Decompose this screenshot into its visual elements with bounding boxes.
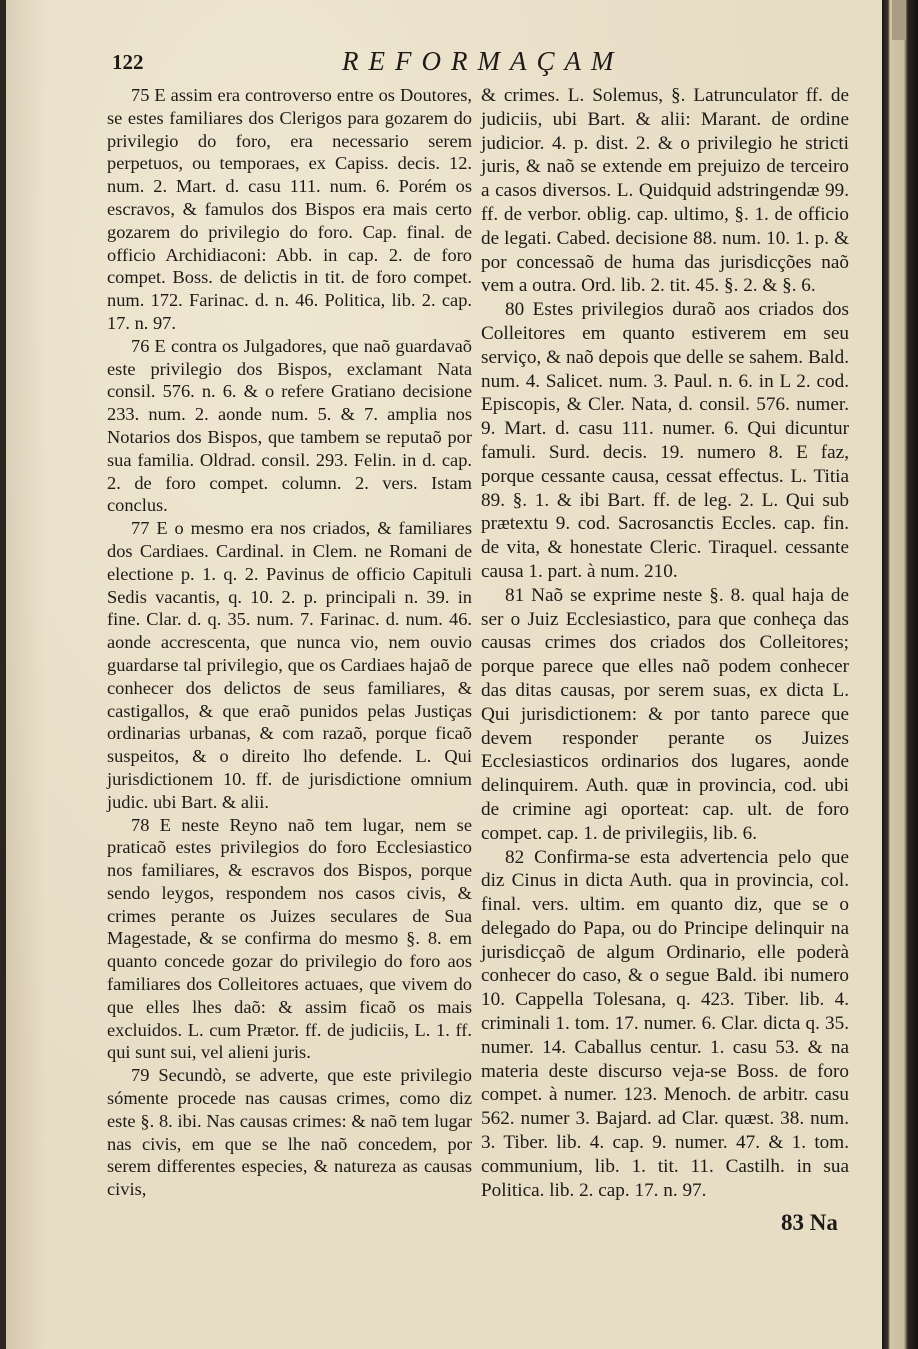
left-text-column: [107, 84, 472, 1201]
paragraph-82: 82 Confirma-se esta advertencia pelo que diz Cinus in dicta Auth. qua in provincia, col. final. vers. ultim. em quanto diz, que se o delegado do Papa, ou do Principe delinquir na jurisdicçaõ de algum Ordinario, elle poderà conhecer do caso, & o segue Bald. ibi numero 10. Cappella Tolesana, q. 423. Tiber. lib. 4. criminali 1. tom. 17. numer. 6. Clar. dicta q. 35. numer. 14. Caballus centur. 1. casu 53. & na materia deste discurso veja-se Boss. de foro compet. à numer. 123. Menoch. de arbitr. casu 562. numer 3. Bajard. ad Clar. quæst. 38. num. 3. Tiber. lib. 4. cap. 9. numer. 47. & 1. tom. communium, lib. 1. tit. 11. Castilh. in sua Politica. lib. 2. cap. 17. n. 97.: [481, 846, 849, 1201]
paragraph-75: 75 E assim era controverso entre os Doutores, se estes familiares dos Clerigos para gozarem do privilegio do foro, era necessario serem perpetuos, ou temporaes, ex Capiss. decis. 12. num. 2. Mart. d. casu 111. num. 6. Porém os escravos, & famulos dos Bispos era mais certo gozarem do privilegio do foro. Cap. final. de officio Archidiaconi: Abb. in cap. 2. de foro compet. Boss. de delictis in tit. de foro compet. num. 172. Farinac. d. n. 46. Politica, lib. 2. cap. 17. n. 97.: [107, 85, 472, 333]
page-edge-shadow: [892, 0, 906, 40]
book-page: [6, 0, 882, 1349]
page-number: 122: [112, 50, 144, 74]
paragraph-79: 79 Secundò, se adverte, que este privilegio sómente procede nas causas crimes, como diz este §. 8. ibi. Nas causas crimes: & naõ tem lugar nas civis, em que se lhe naõ concedem, por serem differentes especies, & natureza as causas civis,: [107, 1065, 472, 1200]
paragraph-79-continued: & crimes. L. Solemus, §. Latrunculator ff. de judiciis, ubi Bart. & alii: Marant. de ordine judicior. 4. p. dist. 2. & o privilegio he stricti juris, & naõ se extende em prejuizo de terceiro a casos diversos. L. Quidquid adstringendæ 99. ff. de verbor. oblig. cap. ultimo, §. 1. de officio de legati. Cabed. decisione 88. num. 10. 1. p. & por concessaõ de huma das jurisdicções naõ vem a outra. Ord. lib. 2. tit. 45. §. 2. & §. 6.: [481, 85, 849, 297]
paragraph-77: 77 E o mesmo era nos criados, & familiares dos Cardiaes. Cardinal. in Clem. ne Romani de electione p. 1. q. 2. Pavinus de officio Capituli Sedis vacantis, q. 10. 2. p. principali n. 39. in fine. Clar. d. q. 35. num. 7. Farinac. d. num. 46. aonde accrescenta, que nunca vio, nem ouvio guardarse tal privilegio, que os Cardiaes hajaõ de conhecer dos delictos de seus familiares, & castigallos, & que eraõ punidos pelas Justiças ordinarias urbanas, & com razaõ, porque ficaõ suspeitos, & o direito lho defende. L. Qui jurisdictionem 10. ff. de jurisdictione omnium judic. ubi Bart. & alii.: [107, 518, 472, 812]
catchword: 83 Na: [781, 1210, 838, 1235]
paragraph-76: 76 E contra os Julgadores, que naõ guardavaõ este privilegio dos Bispos, exclamant Nata consil. 576. n. 6. & o refere Gratiano decisione 233. num. 2. aonde num. 5. & 7. amplia nos Notarios dos Bispos, que tambem se reputaõ por sua familia. Oldrad. consil. 293. Felin. in d. cap. 2. de foro compet. column. 2. vers. Istam conclus.: [107, 335, 472, 516]
running-title: REFORMAÇAM: [342, 46, 624, 76]
paragraph-80: 80 Estes privilegios duraõ aos criados dos Colleitores em quanto estiverem em seu serviço, & naõ depois que delle se sahem. Bald. num. 4. Salicet. num. 3. Paul. n. 6. in L 2. cod. Episcopis, & Cler. Nata, d. consil. 576. numer. 9. Mart. d. casu 111. numer. 6. Qui dicuntur famuli. Surd. decis. 19. numero 8. E faz, porque cessante causa, cessat effectus. L. Titia 89. §. 1. & ibi Bart. ff. de leg. 2. L. Qui sub prætextu 9. cod. Sacrosanctis Eccles. cap. fin. de vita, & honestate Cleric. Tiraquel. cessante causa 1. part. à num. 210.: [481, 299, 849, 582]
page-header: [112, 46, 872, 80]
right-text-column: [481, 84, 849, 1202]
paragraph-78: 78 E neste Reyno naõ tem lugar, nem se praticaõ estes privilegios do foro Ecclesiastico nos familiares, & escravos dos Bispos, porque sendo leygos, respondem nos casos civis, & crimes perante os Juizes seculares de Sua Magestade, & se confirma do mesmo §. 8. em quanto concede gozar do privilegio do foro aos familiares dos Colleitores actuaes, que vivem do que elles lhes daõ: & assim ficaõ os mais excluidos. L. cum Prætor. ff. de judiciis, L. 1. ff. qui sunt sui, vel alieni juris.: [107, 814, 472, 1063]
paragraph-81: 81 Naõ se exprime neste §. 8. qual haja de ser o Juiz Ecclesiastico, para que conheça das causas crimes dos criados dos Colleitores; porque parece que elles naõ podem conhecer das ditas causas, por serem suas, ex dicta L. Qui jurisdictionem: & por tanto parece que devem responder perante os Juizes Ecclesiasticos ordinarios dos lugares, aonde delinquirem. Auth. quæ in provincia, cod. ubi de crimine agi oporteat: cap. ult. de foro compet. cap. 1. de privilegiis, lib. 6.: [481, 584, 849, 844]
book-page-edge: [882, 0, 918, 1349]
